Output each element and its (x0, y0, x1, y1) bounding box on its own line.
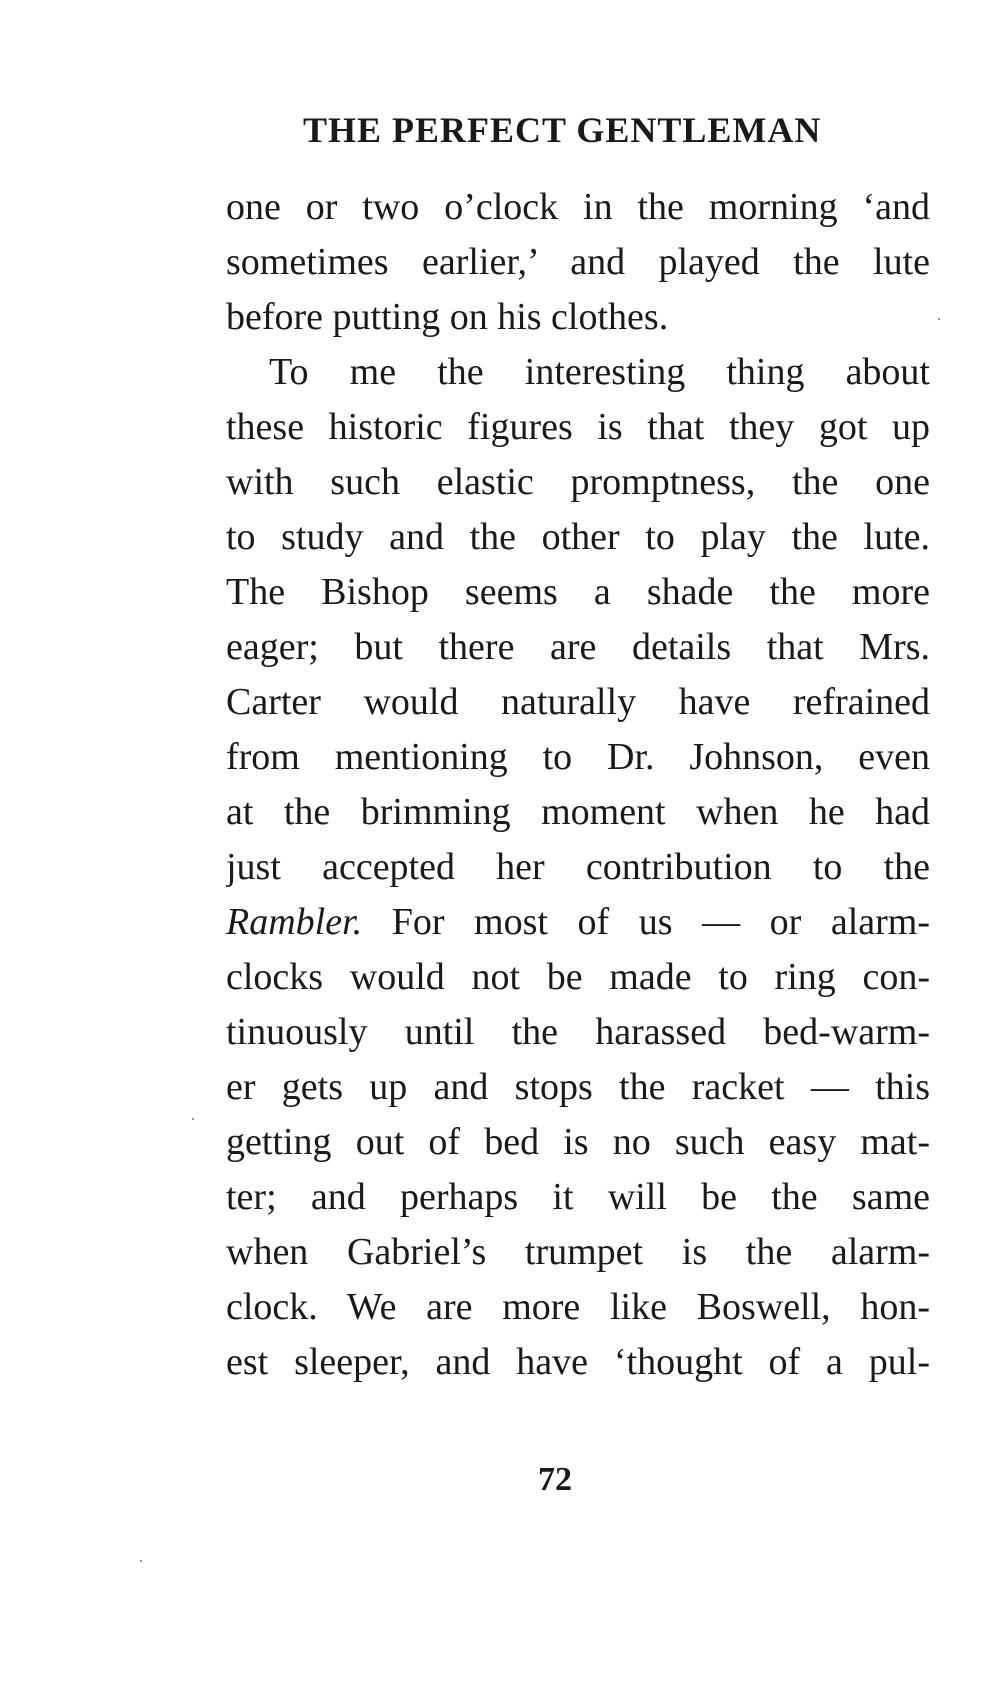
text-line: these historic figures is that they got up (226, 406, 930, 448)
text-line: est sleeper, and have ‘thought of a pul- (226, 1341, 930, 1383)
book-title-italic: Rambler. (226, 901, 363, 943)
text-line: The Bishop seems a shade the more (226, 571, 930, 613)
text-line: tinuously until the harassed bed-warm- (226, 1011, 930, 1053)
text-line: clocks would not be made to ring con- (226, 956, 930, 998)
paper-speck (140, 1560, 142, 1562)
text-line-rest: For most of us — or alarm- (362, 901, 930, 943)
text-line: sometimes earlier,’ and played the lute (226, 241, 930, 283)
text-line: when Gabriel’s trumpet is the alarm- (226, 1231, 930, 1273)
text-line: before putting on his clothes. (226, 296, 669, 338)
text-line: at the brimming moment when he had (226, 791, 930, 833)
body-text (226, 180, 930, 1390)
text-line-with-title (226, 895, 930, 950)
paragraph-first-line: To me the interesting thing about (269, 351, 930, 393)
text-line: er gets up and stops the racket — this (226, 1066, 930, 1108)
text-line: Carter would naturally have refrained (226, 681, 930, 723)
text-line: from mentioning to Dr. Johnson, even (226, 736, 930, 778)
page-number: 72 (538, 1461, 572, 1498)
text-line: ter; and perhaps it will be the same (226, 1176, 930, 1218)
text-line: to study and the other to play the lute. (226, 516, 930, 558)
text-line: one or two o’clock in the morning ‘and (226, 186, 930, 228)
text-line: eager; but there are details that Mrs. (226, 626, 930, 668)
text-line: getting out of bed is no such easy mat- (226, 1121, 930, 1163)
paper-speck (938, 318, 940, 320)
running-head: THE PERFECT GENTLEMAN (303, 110, 822, 150)
text-line: clock. We are more like Boswell, hon- (226, 1286, 930, 1328)
text-line: just accepted her contribution to the (226, 846, 930, 888)
paper-speck (192, 1118, 194, 1120)
text-line: with such elastic promptness, the one (226, 461, 930, 503)
